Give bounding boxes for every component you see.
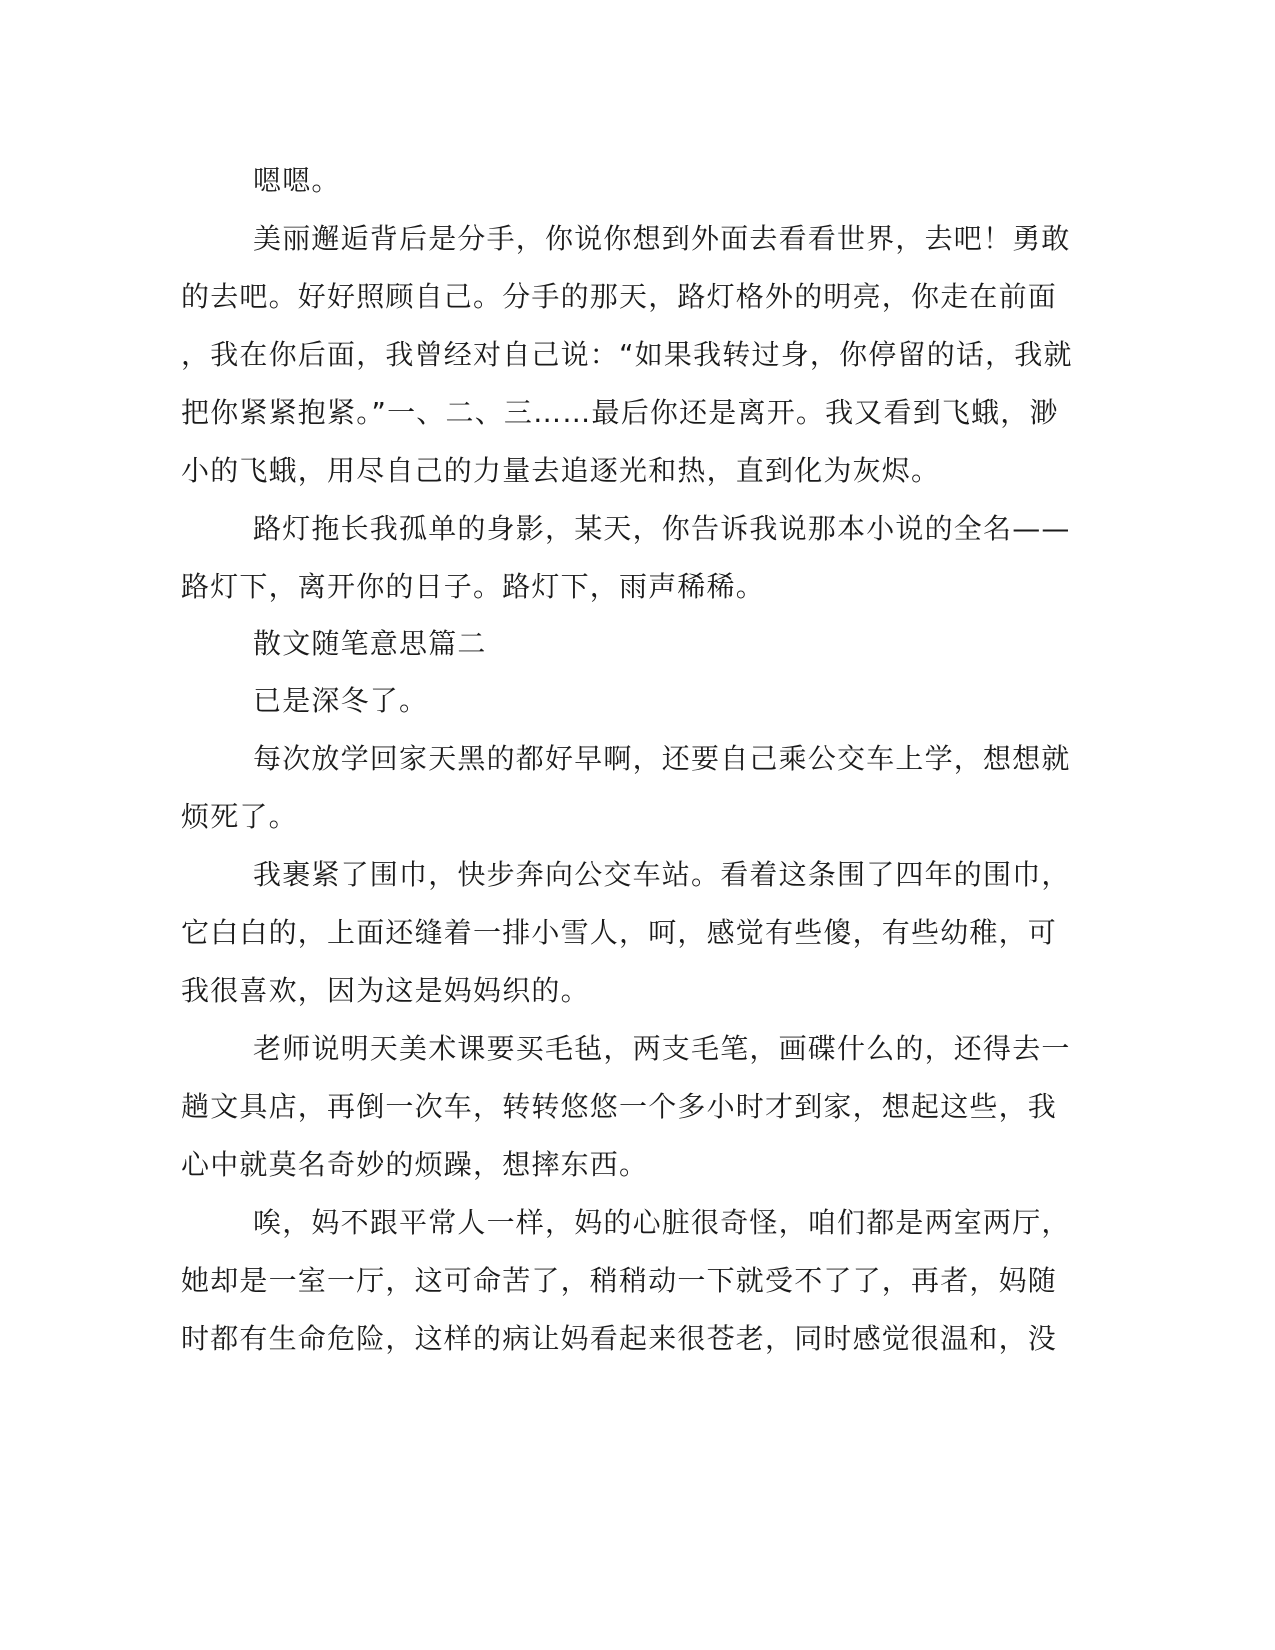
text-line: 每次放学回家天黑的都好早啊，还要自己乘公交车上学，想想就	[253, 742, 1071, 775]
text-line: 小的飞蛾，用尽自己的力量去追逐光和热，直到化为灰烬。	[181, 454, 941, 487]
paragraph	[181, 730, 1071, 846]
text-line: 我裹紧了围巾，快步奔向公交车站。看着这条围了四年的围巾，	[253, 858, 1071, 891]
text-line: 路灯下，离开你的日子。路灯下，雨声稀稀。	[181, 570, 766, 603]
text-line: 烦死了。	[181, 800, 298, 833]
text-line: 路灯拖长我孤单的身影，某天，你告诉我说那本小说的全名——	[253, 512, 1071, 545]
text-line: 唉，妈不跟平常人一样，妈的心脏很奇怪，咱们都是两室两厅，	[253, 1206, 1071, 1239]
text-line: 它白白的，上面还缝着一排小雪人，呵，感觉有些傻，有些幼稚，可	[181, 916, 1058, 949]
text-line: 她却是一室一厅，这可命苦了，稍稍动一下就受不了了，再者，妈随	[181, 1264, 1058, 1297]
text-line: 美丽邂逅背后是分手，你说你想到外面去看看世界，去吧！勇敢	[253, 222, 1071, 255]
text-line: 嗯嗯。	[253, 164, 341, 197]
paragraph	[181, 210, 1073, 500]
paragraph	[181, 672, 1027, 730]
text-line: 我很喜欢，因为这是妈妈织的。	[181, 974, 590, 1007]
paragraph	[181, 846, 1071, 1020]
text-line: 把你紧紧抱紧。”一、二、三……最后你还是离开。我又看到飞蛾，渺	[181, 396, 1059, 429]
heading-text: 散文随笔意思篇二	[253, 627, 487, 660]
text-line: 的去吧。好好照顾自己。分手的那天，路灯格外的明亮，你走在前面	[181, 280, 1058, 313]
text-line: ，我在你后面，我曾经对自己说：“如果我转过身，你停留的话，我就	[181, 338, 1073, 371]
paragraph	[181, 500, 1071, 616]
document-body	[181, 152, 1073, 1368]
text-line: 趟文具店，再倒一次车，转转悠悠一个多小时才到家，想起这些，我	[181, 1090, 1058, 1123]
paragraph	[181, 152, 1027, 210]
text-line: 老师说明天美术课要买毛毡，两支毛笔，画碟什么的，还得去一	[253, 1032, 1071, 1065]
paragraph	[181, 1194, 1071, 1368]
paragraph	[181, 1020, 1071, 1194]
text-line: 时都有生命危险，这样的病让妈看起来很苍老，同时感觉很温和，没	[181, 1322, 1058, 1355]
text-line: 已是深冬了。	[253, 684, 429, 717]
text-line: 心中就莫名奇妙的烦躁，想摔东西。	[181, 1148, 649, 1181]
section-heading	[181, 616, 1027, 672]
